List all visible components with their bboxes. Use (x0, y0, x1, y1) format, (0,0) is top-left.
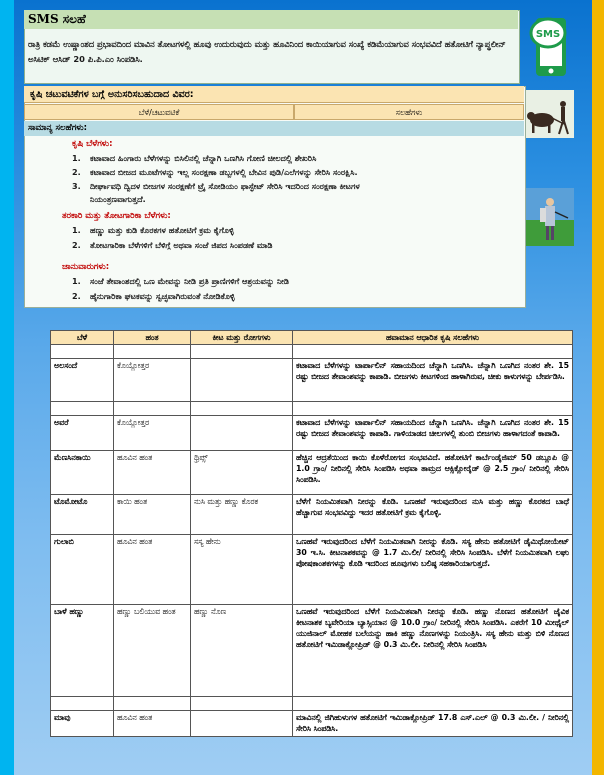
section-heading-horticulture: ತರಕಾರಿ ಮತ್ತು ತೋಟಗಾರಿಕಾ ಬೆಳೆಗಳು: (62, 211, 171, 221)
section-heading-livestock: ಜಾನುವಾರುಗಳು: (62, 262, 110, 272)
table-header-advice: ಹವಾಮಾನ ಆಧಾರಿತ ಕೃಷಿ ಸಲಹೆಗಳು (293, 331, 573, 345)
table-spacer-row (51, 402, 573, 416)
sms-icon-label: SMS (535, 29, 561, 40)
table-row: ಮೆಣಸಿನಕಾಯಿ ಹೂವಿನ ಹಂತ ಥ್ರಿಪ್ಸ್ ಹೆಚ್ಚಿನ ಆದ್ರತೆಯಿಂದ ಕಾಯಿ ಕೊಳೆರೋಗದ ಸಂಭವವಿದೆ. ಹತೋಟಿಗೆ ಕಾರ್ಬೆಂಡೈಜಿಮ್ 50 ಡಬ್ಲೂಪಿ @ 1.0 ಗ್ರಾಂ/ ನೀರಿನಲ್ಲಿ ಸೇರಿಸಿ ಸಿಂಪಡಿಸಿ ಅಥವಾ ತಾಮ್ರದ ಆಕ್ಸಿಕ್ಲೋರೈಡ್ @ 2.5 ಗ್ರಾಂ/ ನೀರಿನಲ್ಲಿ ಸೇರಿಸಿ ಸಿಂಪಡಿಸಿ. (51, 451, 573, 495)
list-item: ನಿಯಂತ್ರಣವಾಗುತ್ತದೆ. (90, 194, 146, 204)
table-row: ಮಾವು ಹೂವಿನ ಹಂತ ಮಾವಿನಲ್ಲಿ ಜಿಗಿಹುಳುಗಳ ಹತೋಟಿಗೆ ಇಮಿಡಾಕ್ಲೋಪ್ರಿಡ್ 17.8 ಎಸ್.ಎಲ್ @ 0.3 ಮಿ.ಲೀ. / ನೀರಿನಲ್ಲಿ ಸೇರಿಸಿ ಸಿಂಪಡಿಸಿ. (51, 711, 573, 737)
list-item: 1. ಹಣ್ಣು ಮತ್ತು ಕುಡಿ ಕೊರಕಗಳ ಹತೋಟಿಗೆ ಕ್ರಮ ಕೈಗೊಳ್ಳಿ (72, 225, 234, 235)
table-row: ಗುಲಾಬಿ ಹೂವಿನ ಹಂತ ಸಸ್ಯ ಹೇನು ಒಣಹವೆ ಇರುವುದರಿಂದ ಬೆಳೆಗೆ ನಿಯಮಿತವಾಗಿ ನೀರನ್ನು ಕೊಡಿ. ಸಸ್ಯ ಹೇನು ಹತೋಟಿಗೆ ಡೈಮಿಥೋಯೇಟ್ 30 ಇ.ಸಿ. ಕೀಟನಾಶಕವನ್ನು @ 1.7 ಮಿ.ಲೀ/ ನೀರಿನಲ್ಲಿ ಸೇರಿಸಿ ಸಿಂಪಡಿಸಿ. ಬೆಳೆಗೆ ನಿಯಮಿತವಾಗಿ ಲಘು ಪೋಷಕಾಂಶಕಗಳನ್ನು ಕೊಡಿ ಇದರಿಂದ ಹೂವುಗಳು ಬಲಿಷ್ಠ ಸಹಕಾರಿಯಾಗುತ್ತದೆ. (51, 535, 573, 605)
list-item: 2. ಹೈನುಗಾರಿಕಾ ಘಟಕವನ್ನು ಸ್ವಚ್ಛವಾಗಿರುವಂತೆ ನೋಡಿಕೊಳ್ಳಿ (72, 291, 235, 301)
table-header-crop: ಬೆಳೆ (51, 331, 114, 345)
list-item: 3. ದೀರ್ಘಾವಧಿ ದ್ವಿದಳ ಬೀಜಗಳ ಸಂರಕ್ಷಣೆಗೆ ಟ್ರೈ ಸೋಡಿಯಂ ಫಾಸ್ಫೇಟ್ ಸೇರಿಸಿ ಇದರಿಂದ ಸಂರಕ್ಷಣಾ ಕೀಟಗಳ (72, 181, 360, 191)
right-border-stripe (592, 0, 604, 775)
list-item: 1. ಕಟಾವಾದ ಹಿಂಗಾರು ಬೆಳೆಗಳನ್ನು ಬಿಸಿಲಿನಲ್ಲಿ ಚೆನ್ನಾಗಿ ಒಣಗಿಸಿ ಗೋಣಿ ಚೀಲದಲ್ಲಿ ಶೇಖರಿಸಿ (72, 153, 317, 163)
sms-text: ರಾತ್ರಿ ಕಡಮೆ ಉಷ್ಣಾಂಶದ ಪ್ರಭಾವದಿಂದ ಮಾವಿನ ತೋಟಗಳಲ್ಲಿ ಹೂವು ಉದುರುವುದು ಮತ್ತು ಹೂವಿನಿಂದ ಕಾಯಿಯಾಗುವ ಸಂಖ್ಯೆ ಕಡಿಮೆಯಾಗುವ ಸಂಭವವಿದೆ ಹತೋಟಿಗೆ ನ್ಯಾಪ್ಥಲೀನ್ ಅಸಿಟಿಕ್ ಆಸಿಡ್ 20 ಪಿ.ಪಿ.ಎಂ ಸಿಂಪಡಿಸಿ. (28, 39, 506, 64)
general-advice-label: ಸಾಮಾನ್ಯ ಸಲಹೆಗಳು: (24, 121, 524, 136)
list-item: 2. ತೋಟಗಾರಿಕಾ ಬೆಳೆಗಳಿಗೆ ಬೆಳಿಗ್ಗೆ ಅಥವಾ ಸಂಜೆ ಜಿಪದ ಸಿಂಪಡಣೆ ಮಾಡಿ (72, 240, 273, 250)
ploughing-farmer-image (526, 90, 574, 138)
pesticide-sprayer-image (526, 188, 574, 246)
table-spacer-row (51, 697, 573, 711)
table-row: ಬಾಳೆ ಹಣ್ಣು ಹಣ್ಣು ಬಲಿಯುವ ಹಂತ ಹಣ್ಣು ನೊಣ ಒಣಹವೆ ಇರುವುದರಿಂದ ಬೆಳೆಗೆ ನಿಯಮಿತವಾಗಿ ನೀರನ್ನು ಕೊಡಿ. ಹಣ್ಣು ನೊಣದ ಹತೋಟಿಗೆ ಜೈವಿಕ ಕೀಟನಾಶಕ ಬ್ಯವೇರಿಯಾ ಬ್ಯಾಸ್ಸಿಯಾನ @ 10.0 ಗ್ರಾಂ/ ನೀರಿನಲ್ಲಿ ಸೇರಿಸಿ ಸಿಂಪಡಿಸಿ. ಎಕರೆಗೆ 10 ಮೀಥೈಲ್ ಯುಜಿನಾಲ್ ಮೋಹಕ ಬಲೆಯನ್ನು ಹಾಕಿ ಹಣ್ಣು ನೊಣಗಳನ್ನು ನಿಯಂತ್ರಿಸಿ. ಸಸ್ಯ ಹೇನು ಮತ್ತು ಬಿಳಿ ನೊಣದ ಹತೋಟಿಗೆ ಇಮಿಡಾಕ್ಲೋಪ್ರಿಡ್ @ 0.3 ಮಿ.ಲೀ. ನೀರಿನಲ್ಲಿ ಸೇರಿಸಿ ಸಿಂಪಡಿಸಿ (51, 605, 573, 697)
table-header-pest: ಕೀಟ ಮತ್ತು ರೋಗಗಳು (191, 331, 293, 345)
sms-title: SMS ಸಲಹೆ (24, 10, 518, 29)
table-header-stage: ಹಂತ (114, 331, 191, 345)
list-item: 2. ಕಟಾವಾದ ಬೀಜದ ಮೂಟೆಗಳನ್ನು ಇಲ್ಲ ಸಂರಕ್ಷಣಾ ಡಬ್ಬಗಳಲ್ಲಿ ಬೇವಿನ ಪುಡಿ/ಎಲೆಗಳನ್ನು ಸೇರಿಸಿ ಸಂರಕ್ಷಿಸಿ. (72, 167, 358, 177)
left-border-stripe (0, 0, 14, 775)
krishi-title: ಕೃಷಿ ಚಟುವಟಿಕೆಗಳ ಬಗ್ಗೆ ಅನುಸರಿಸಬಹುದಾದ ವಿವರ: (24, 86, 524, 103)
table-row: ಅವರೆ ಕೊಯ್ಲೋತ್ತರ ಕಟಾವಾದ ಬೆಳೆಗಳನ್ನು ಟಾರ್ಪಾಲಿನ್ ಸಹಾಯದಿಂದ ಚೆನ್ನಾಗಿ ಒಣಗಿಸಿ. ಚೆನ್ನಾಗಿ ಒಣಗಿದ ನಂತರ ಶೇ. 15 ರಷ್ಟು ಬೀಜದ ತೇವಾಂಶವನ್ನು ಕಾಪಾಡಿ. ಗಾಳಿಯಾಡದ ಚೀಲಗಳಲ್ಲಿ ತುಂಬಿ ಬೀಜಗಳು ಹಾಳಾಗದಂತೆ ಕಾಪಾಡಿ. (51, 416, 573, 451)
sms-phone-icon (526, 14, 574, 80)
table-spacer-row (51, 345, 573, 359)
crop-advisory-table (50, 330, 573, 737)
list-item: 1. ಸಂಜೆ ತೇವಾಂಶದಲ್ಲಿ ಒಣ ಮೇವನ್ನು ನೀಡಿ ಪ್ರತಿ ಪ್ರಾಣಿಗಳಿಗೆ ಆಶ್ರಯವನ್ನು ನೀಡಿ (72, 276, 289, 286)
table-row: ಅಲಸಂದೆ ಕೊಯ್ಲೋತ್ತರ ಕಟಾವಾದ ಬೆಳೆಗಳನ್ನು ಟಾರ್ಪಾಲಿನ್ ಸಹಾಯದಿಂದ ಚೆನ್ನಾಗಿ ಒಣಗಿಸಿ. ಚೆನ್ನಾಗಿ ಒಣಗಿದ ನಂತರ ಶೇ. 15 ರಷ್ಟು ಬೀಜದ ತೇವಾಂಶವನ್ನು ಕಾಪಾಡಿ. ಬೀಜಗಳು ಕೀಟಗಳಿಂದ ಹಾಳಾಗಿರುವ, ಚೀಕು ಕಾಳುಗಳನ್ನು ಬೇರ್ಪಡಿಸಿ. (51, 359, 573, 402)
section-heading-agri-crops: ಕೃಷಿ ಬೆಳೆಗಳು: (72, 139, 113, 149)
table-row: ಟೊಮೋಟೊ ಕಾಯಿ ಹಂತ ನುಸಿ ಮತ್ತು ಹಣ್ಣು ಕೊರಕ ಬೆಳೆಗೆ ನಿಯಮಿತವಾಗಿ ನೀರನ್ನು ಕೊಡಿ. ಒಣಹವೆ ಇರುವುದರಿಂದ ನುಸಿ ಮತ್ತು ಹಣ್ಣು ಕೊರಕದ ಬಾಧೆ ಹೆಚ್ಚಾಗುವ ಸಂಭವವಿದ್ದು ಇದರ ಹತೋಟಿಗೆ ಕ್ರಮ ಕೈಗೊಳ್ಳಿ. (51, 495, 573, 535)
krishi-col-crop: ಬೆಳೆ/ಚಟುವಟಿಕೆ (24, 104, 294, 120)
krishi-col-advice: ಸಲಹೆಗಳು (294, 104, 524, 120)
